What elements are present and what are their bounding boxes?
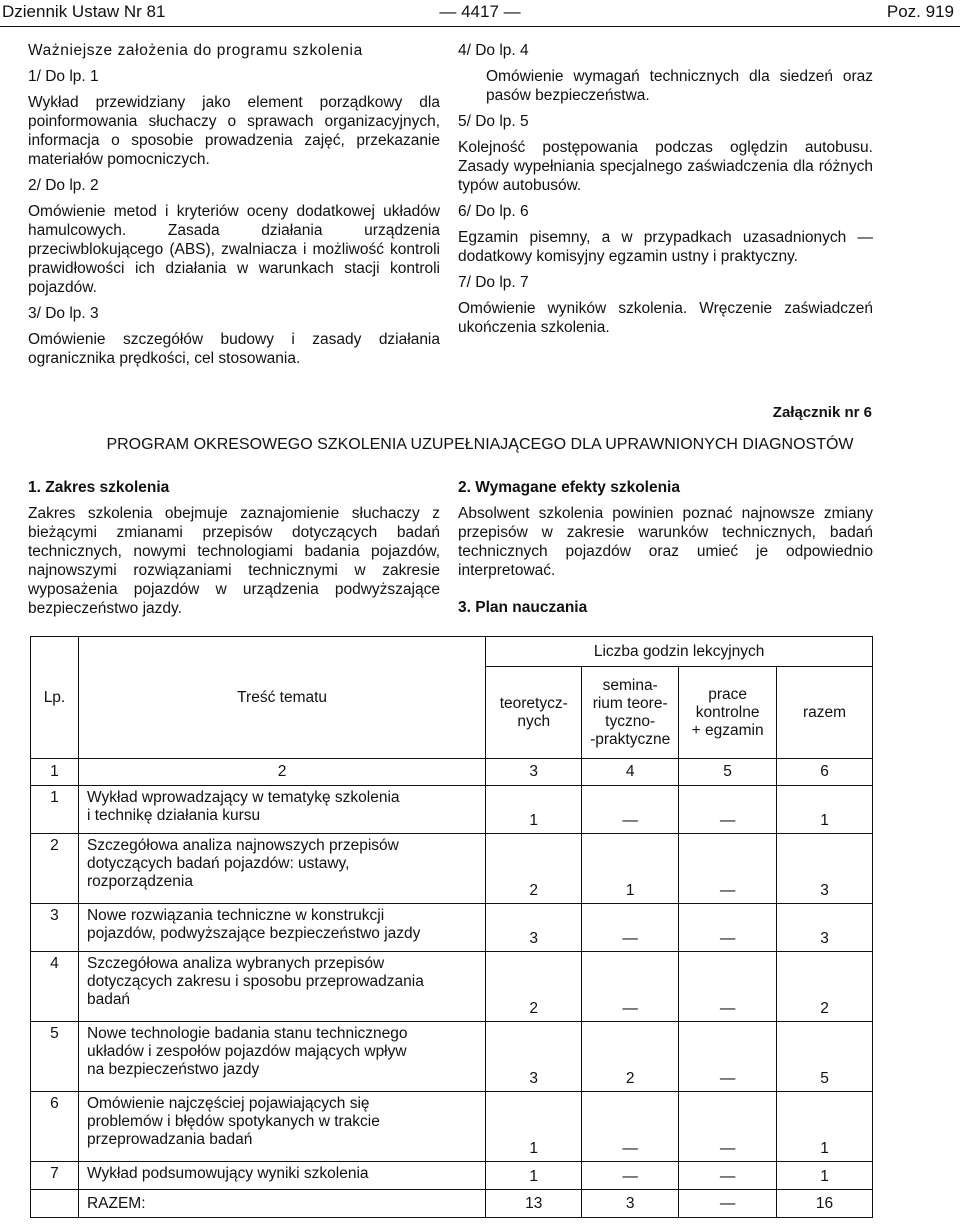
header-lp: Lp. [31,637,79,759]
sum-seminar: 3 [582,1190,679,1218]
row-lp: 5 [31,1022,79,1092]
row-total: 3 [777,904,873,952]
row-seminar: — [582,952,679,1022]
row-theory: 2 [486,834,582,904]
row-theory: 3 [486,1022,582,1092]
header-hours-group: Liczba godzin lekcyjnych [486,637,873,667]
row-work: — [679,952,777,1022]
header-theory: teoretycz- nych [486,667,582,759]
sum-label: RAZEM: [78,1190,485,1218]
section-effects [458,478,873,617]
row-lp: 2 [31,834,79,904]
right-column [458,41,873,337]
assumptions-heading: Ważniejsze założenia do programu szkolenia [28,42,363,59]
table-row [31,786,873,834]
row-seminar: — [582,786,679,834]
row-topic: Wykład podsumowujący wyniki szkolenia [78,1162,485,1190]
section-scope [28,478,440,618]
header-topic: Treść tematu [78,637,485,759]
column-number: 1 [31,759,79,786]
row-total: 1 [777,786,873,834]
row-work: — [679,1162,777,1190]
program-title: PROGRAM OKRESOWEGO SZKOLENIA UZUPEŁNIAJĄCEGO DLA UPRAWNIONYCH DIAGNOSTÓW [106,436,854,453]
section-title: 1. Zakres szkolenia [28,479,170,496]
table-row [31,834,873,904]
header-seminar: semina- rium teore- tyczno- -praktyczne [582,667,679,759]
item-label: 2/ Do lp. 2 [28,177,99,194]
item-label: 6/ Do lp. 6 [458,203,529,220]
item-text: Omówienie wymagań technicznych dla siedzeń oraz pasów bezpieczeństwa. [486,68,873,104]
row-total: 1 [777,1162,873,1190]
row-topic: Nowe rozwiązania techniczne w konstrukcji pojazdów, podwyższające bezpieczeństwo jazdy [78,904,485,952]
item-label: 5/ Do lp. 5 [458,113,529,130]
row-total: 2 [777,952,873,1022]
page-number: — 4417 — [439,2,521,21]
section-title: 2. Wymagane efekty szkolenia [458,479,680,496]
row-theory: 1 [486,1162,582,1190]
row-work: — [679,1092,777,1162]
row-lp: 7 [31,1162,79,1190]
section-text: Zakres szkolenia obejmuje zaznajomienie słuchaczy z bieżącymi zmianami przepisów dotyczących badań technicznych, nowymi technologiami badania pojazdów, najnowszymi rozwiązaniami technicznymi w zakresie wyposażenia pojazdów w urządzenia podwyższające bezpieczeństwo jazdy. [28,505,440,617]
row-seminar: — [582,1092,679,1162]
column-number: 5 [679,759,777,786]
table-body [31,786,873,1190]
row-lp: 3 [31,904,79,952]
row-theory: 1 [486,1092,582,1162]
table-row [31,904,873,952]
row-work: — [679,834,777,904]
row-work: — [679,904,777,952]
row-lp: 1 [31,786,79,834]
sum-total: 16 [777,1190,873,1218]
item-text: Omówienie metod i kryteriów oceny dodatkowej układów hamulcowych. Zasada działania urządzenia przeciwblokującego (ABS), zwalniacza i możliwość kontroli prawidłowości ich działania w warunkach stacji kontroli pojazdów. [28,203,440,296]
row-topic: Omówienie najczęściej pojawiających się problemów i błędów spotykanych w trakcie przeprowadzania badań [78,1092,485,1162]
item-label: 4/ Do lp. 4 [458,42,529,59]
row-seminar: — [582,904,679,952]
row-total: 5 [777,1022,873,1092]
item-text: Wykład przewidziany jako element porządkowy dla poinformowania słuchaczy o sprawach organizacyjnych, informacja o sposobie prowadzenia zajęć, przekazanie materiałów pomocniczych. [28,94,440,168]
header-work: prace kontrolne + egzamin [679,667,777,759]
item-label: 3/ Do lp. 3 [28,305,99,322]
item-text: Kolejność postępowania podczas oględzin autobusu. Zasady wypełniania specjalnego zaświadczenia dla różnych typów autobusów. [458,139,873,194]
item-label: 7/ Do lp. 7 [458,274,529,291]
column-number: 3 [486,759,582,786]
attachment-label: Załącznik nr 6 [772,404,872,421]
row-theory: 2 [486,952,582,1022]
row-seminar: 2 [582,1022,679,1092]
left-column [28,41,440,368]
row-theory: 1 [486,786,582,834]
row-topic: Wykład wprowadzający w tematykę szkolenia i technikę działania kursu [78,786,485,834]
table-row [31,1092,873,1162]
row-seminar: — [582,1162,679,1190]
sum-empty [31,1190,79,1218]
row-total: 1 [777,1092,873,1162]
row-lp: 4 [31,952,79,1022]
table-row [31,952,873,1022]
row-work: — [679,786,777,834]
curriculum-table [30,636,873,1218]
sum-work: — [679,1190,777,1218]
item-label: 1/ Do lp. 1 [28,68,99,85]
page-header [0,0,960,27]
header-total: razem [777,667,873,759]
journal-name: Dziennik Ustaw Nr 81 [2,2,166,21]
header-rule [0,26,960,27]
column-number: 6 [777,759,873,786]
row-topic: Nowe technologie badania stanu technicznego układów i zespołów pojazdów mających wpływ na bezpieczeństwo jazdy [78,1022,485,1092]
item-text: Omówienie szczegółów budowy i zasady działania ogranicznika prędkości, cel stosowania. [28,331,440,367]
section-text: Absolwent szkolenia powinien poznać najnowsze zmiany przepisów w zakresie warunków technicznych, badań technicznych pojazdów oraz umieć je odpowiednio interpretować. [458,505,873,579]
section-title: 3. Plan nauczania [458,599,588,616]
table-row [31,1022,873,1092]
item-text: Omówienie wyników szkolenia. Wręczenie zaświadczeń ukończenia szkolenia. [458,300,873,336]
table-row [31,1162,873,1190]
column-number: 4 [582,759,679,786]
row-seminar: 1 [582,834,679,904]
item-text: Egzamin pisemny, a w przypadkach uzasadnionych — dodatkowy komisyjny egzamin ustny i praktyczny. [458,229,873,265]
row-total: 3 [777,834,873,904]
sum-theory: 13 [486,1190,582,1218]
row-topic: Szczegółowa analiza najnowszych przepisów dotyczących badań pojazdów: ustawy, rozporządzenia [78,834,485,904]
row-topic: Szczegółowa analiza wybranych przepisów dotyczących zakresu i sposobu przeprowadzania badań [78,952,485,1022]
row-work: — [679,1022,777,1092]
position-number: Poz. 919 [886,2,954,21]
row-lp: 6 [31,1092,79,1162]
row-theory: 3 [486,904,582,952]
column-number: 2 [78,759,485,786]
